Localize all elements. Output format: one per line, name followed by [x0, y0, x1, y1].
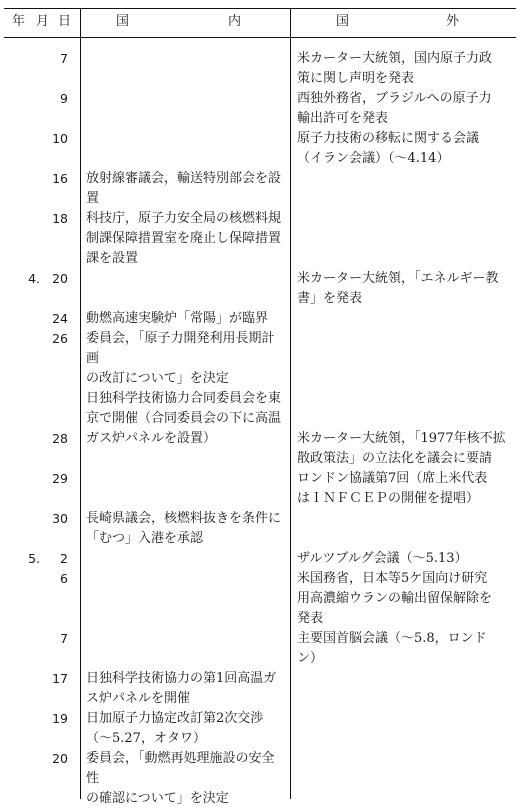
row-foreign: 米カーター大統領，「エネルギー教 書」を発表: [297, 271, 499, 306]
row-domestic: 科技庁，原子力安全局の核燃料規 制課保障措置室を廃止し保障措置 課を設置: [86, 211, 282, 266]
row-foreign: ザルツブルグ会議（〜5.13）: [297, 551, 468, 566]
header-year: 年: [12, 14, 26, 29]
row-domestic: 長崎県議会，核燃料抜きを条件に 「むつ」入港を承認: [86, 511, 282, 546]
row-day: 18: [52, 211, 68, 226]
row-day: 7: [60, 631, 68, 646]
row-foreign: 米カーター大統領，「1977年核不拡 散政策法」の立法化を議会に要請: [297, 431, 506, 466]
row-domestic: 委員会，「動燃再処理施設の安全性 の確認について」を決定: [86, 751, 275, 806]
column-divider-domestic: [290, 8, 291, 799]
row-day: 16: [52, 171, 68, 186]
header-domestic-char2: 内: [228, 14, 242, 29]
row-day: 20: [52, 271, 68, 286]
row-day: 26: [52, 331, 68, 346]
header-foreign-char1: 国: [336, 14, 350, 29]
row-day: 2: [60, 551, 68, 566]
header-foreign: [290, 12, 516, 32]
row-day: 9: [60, 91, 68, 106]
row-day: 7: [60, 51, 68, 66]
row-foreign: 原子力技術の移転に関する会議 （イラン会議）（〜4.14）: [297, 131, 480, 166]
row-day: 17: [52, 671, 68, 686]
row-day: 19: [52, 711, 68, 726]
row-day: 30: [52, 511, 68, 526]
row-foreign: ロンドン協議第7回（席上米代表 はＩＮＦＣＥＰの開催を提唱）: [297, 471, 488, 506]
header-domestic-char1: 国: [116, 14, 130, 29]
header-date: [4, 12, 80, 32]
row-month: 4.: [28, 271, 40, 286]
row-day: 6: [60, 571, 68, 586]
row-domestic: 動燃高速実験炉「常陽」が臨界: [86, 311, 269, 326]
row-domestic: 日独科学技術協力の第1回高温ガ ス炉パネルを開催: [86, 671, 277, 706]
row-day: 28: [52, 431, 68, 446]
row-foreign: 主要国首脳会議（〜5.8，ロンド ン）: [297, 631, 487, 666]
row-domestic: 日加原子力協定改訂第2次交渉 （〜5.27，オタワ）: [86, 711, 264, 746]
row-foreign: 西独外務省，ブラジルへの原子力 輸出許可を発表: [297, 91, 492, 126]
row-domestic: 放射線審議会，輸送特別部会を設 置: [86, 171, 282, 206]
row-day: 20: [52, 751, 68, 766]
row-domestic: 委員会，「原子力開発利用長期計画 の改訂について」を決定 日独科学技術協力合同委員会を東 京で開催（合同委員会の下に高温 ガス炉パネルを設置）: [86, 331, 282, 446]
row-day: 10: [52, 131, 68, 146]
column-divider-date: [80, 8, 81, 799]
header-day: 日: [58, 14, 72, 29]
row-foreign: 米カーター大統領，国内原子力政 策に関し声明を発表: [297, 51, 493, 86]
header-foreign-char2: 外: [446, 14, 460, 29]
header-domestic: [80, 12, 290, 32]
row-foreign: 米国務省，日本等5ケ国向け研究 用高濃縮ウランの輸出留保解除を 発表: [297, 571, 493, 626]
row-day: 24: [52, 311, 68, 326]
row-day: 29: [52, 471, 68, 486]
header-month: 月: [36, 14, 50, 29]
row-month: 5.: [28, 551, 40, 566]
